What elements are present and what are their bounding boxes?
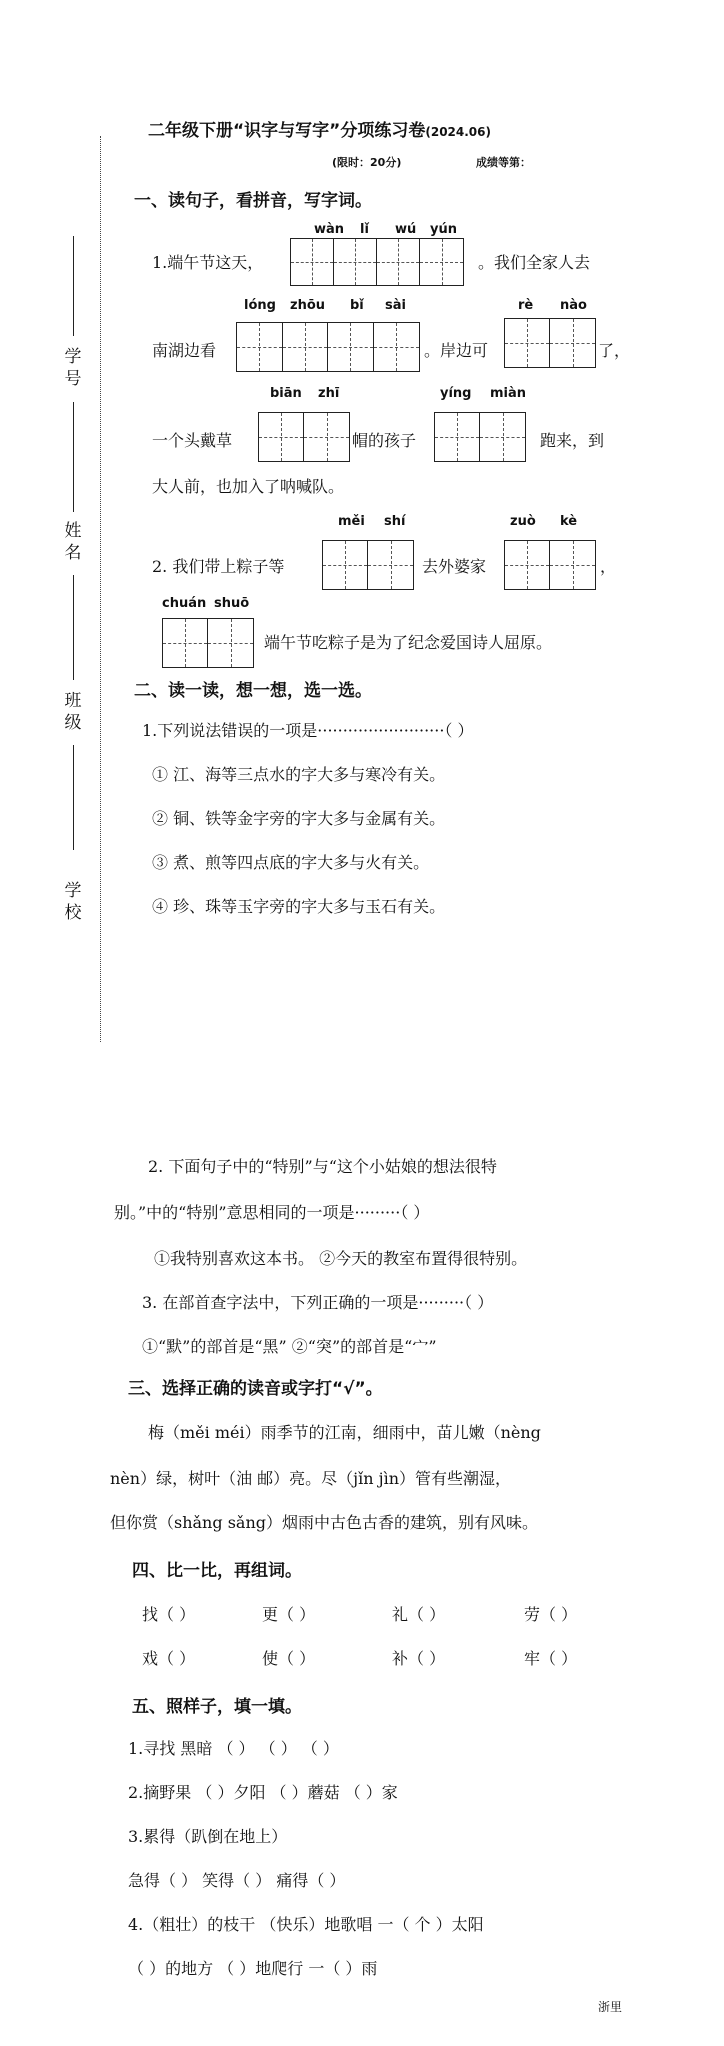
s5-line-5[interactable]: 4.（粗壮）的枝干 （快乐）地歌唱 一（ 个 ）太阳 [128, 1915, 484, 1934]
pinyin-long: lóng [244, 298, 276, 313]
pinyin-bi: bǐ [350, 298, 364, 313]
s2-q1-option-3[interactable]: ③ 煮、煎等四点底的字大多与火有关。 [152, 853, 430, 872]
s3-line-2[interactable]: nèn）绿，树叶（油 邮）亮。尽（jǐn jìn）管有些潮湿， [110, 1469, 512, 1488]
pinyin-zhou: zhōu [290, 298, 326, 313]
s2-q1: 1.下列说法错误的一项是·························（ ） [142, 721, 474, 740]
pinyin-re: rè [518, 298, 534, 313]
s5-line-2[interactable]: 2.摘野果 （ ）夕阳 （ ）蘑菇 （ ）家 [128, 1783, 398, 1802]
class-label: 班级 [64, 691, 82, 733]
pinyin-mian: miàn [490, 386, 527, 401]
class-line [73, 575, 74, 680]
s4-r2-c3[interactable]: 补（ ） [392, 1649, 446, 1668]
s2-q2-line2: 别。”中的“特别”意思相同的一项是·········（ ） [114, 1203, 430, 1222]
s1-q2-mid: 去外婆家 [422, 557, 487, 576]
writing-grid-yingmian[interactable] [434, 412, 526, 462]
s2-q3: 3. 在部首查字法中，下列正确的一项是·········（ ） [142, 1293, 494, 1312]
pinyin-wan: wàn [314, 222, 345, 237]
pinyin-chuan: chuán [162, 596, 207, 611]
s1-q1-after: 。我们全家人去 [478, 253, 591, 272]
pinyin-shuo: shuō [214, 596, 250, 611]
s1-line3-prefix: 一个头戴草 [152, 431, 233, 450]
school-label: 学校 [64, 881, 82, 923]
s2-q1-option-2[interactable]: ② 铜、铁等金字旁的字大多与金属有关。 [152, 809, 446, 828]
pinyin-bian: biān [270, 386, 302, 401]
name-label: 姓名 [64, 521, 82, 563]
grade-label: 成绩等第： [476, 156, 531, 169]
section3-heading: 三、选择正确的读音或字打“√”。 [128, 1379, 383, 1399]
s1-line2-mid: 。岸边可 [424, 341, 489, 360]
s5-line-4[interactable]: 急得（ ） 笑得（ ） 痛得（ ） [128, 1871, 346, 1890]
s4-r2-c1[interactable]: 戏（ ） [142, 1649, 196, 1668]
writing-grid-meishi[interactable] [322, 540, 414, 590]
pinyin-zhi: zhī [318, 386, 340, 401]
writing-grid-chuanshuo[interactable] [162, 618, 254, 668]
pinyin-shi: shí [384, 514, 406, 529]
s1-line3-mid: 帽的孩子 [352, 431, 417, 450]
s1-line2-end: 了， [598, 341, 631, 360]
pinyin-zuo: zuò [510, 514, 536, 529]
time-limit: (限时：20分) [332, 156, 402, 169]
s1-q2-prefix: 2. 我们带上粽子等 [152, 557, 285, 576]
page-title [148, 116, 491, 141]
s2-q2-options[interactable]: ①我特别喜欢这本书。 ②今天的教室布置得很特别。 [154, 1249, 528, 1268]
s3-line-1[interactable]: 梅（měi méi）雨季节的江南，细雨中，苗儿嫩（nèng [148, 1423, 541, 1442]
s1-line3-end: 跑来，到 [540, 431, 605, 450]
s3-line-3[interactable]: 但你赏（shǎng sǎng）烟雨中古色古香的建筑，别有风味。 [110, 1513, 538, 1532]
s4-r2-c4[interactable]: 牢（ ） [524, 1649, 578, 1668]
s4-r1-c3[interactable]: 礼（ ） [392, 1605, 446, 1624]
section4-heading: 四、比一比，再组词。 [132, 1561, 302, 1581]
pinyin-yun: yún [430, 222, 457, 237]
writing-grid-renao[interactable] [504, 318, 596, 368]
writing-grid-zuoke[interactable] [504, 540, 596, 590]
pinyin-wu: wú [395, 222, 417, 237]
s1-line2-prefix: 南湖边看 [152, 341, 217, 360]
title-date: (2024.06) [425, 125, 491, 139]
pinyin-mei: měi [338, 514, 365, 529]
title-main: 二年级下册“识字与写字”分项练习卷 [148, 121, 426, 141]
s4-r1-c2[interactable]: 更（ ） [262, 1605, 316, 1624]
s4-r1-c1[interactable]: 找（ ） [142, 1605, 196, 1624]
writing-grid-wanliwuyun[interactable] [290, 238, 464, 286]
s2-q1-option-4[interactable]: ④ 珍、珠等玉字旁的字大多与玉石有关。 [152, 897, 446, 916]
s1-q2-last: 端午节吃粽子是为了纪念爱国诗人屈原。 [264, 633, 553, 652]
s5-line-3: 3.累得（趴倒在地上） [128, 1827, 288, 1846]
pinyin-li: lǐ [360, 222, 369, 237]
s4-r2-c2[interactable]: 使（ ） [262, 1649, 316, 1668]
pinyin-ke: kè [560, 514, 578, 529]
s2-q2-line1: 2. 下面句子中的“特别”与“这个小姑娘的想法很特 [148, 1157, 497, 1176]
section2-heading: 二、读一读，想一想，选一选。 [134, 681, 372, 701]
s1-line4: 大人前，也加入了呐喊队。 [152, 477, 345, 496]
s5-line-1[interactable]: 1.寻找 黑暗 （ ） （ ） （ ） [128, 1739, 339, 1758]
s1-q2-end: ， [600, 557, 617, 576]
footer-watermark: 浙里 [598, 2000, 623, 2014]
s2-q3-options[interactable]: ①“默”的部首是“黑” ②“突”的部首是“宀” [142, 1337, 437, 1356]
s1-q1-prefix: 1.端午节这天， [152, 253, 264, 272]
name-line [73, 402, 74, 512]
writing-grid-longzhou[interactable] [236, 322, 420, 372]
s5-line-6[interactable]: （ ）的地方 （ ）地爬行 一（ ）雨 [128, 1959, 378, 1978]
s4-r1-c4[interactable]: 劳（ ） [524, 1605, 578, 1624]
section5-heading: 五、照样子，填一填。 [132, 1697, 302, 1717]
section1-heading: 一、读句子，看拼音，写字词。 [134, 191, 372, 211]
student-id-label: 学号 [64, 347, 82, 389]
pinyin-nao: nào [560, 298, 587, 313]
school-line [73, 745, 74, 850]
pinyin-sai: sài [385, 298, 406, 313]
student-id-line [73, 236, 74, 336]
writing-grid-bianzhi[interactable] [258, 412, 350, 462]
s2-q1-option-1[interactable]: ① 江、海等三点水的字大多与寒冷有关。 [152, 765, 446, 784]
binding-line [100, 136, 101, 1042]
pinyin-ying: yíng [440, 386, 472, 401]
